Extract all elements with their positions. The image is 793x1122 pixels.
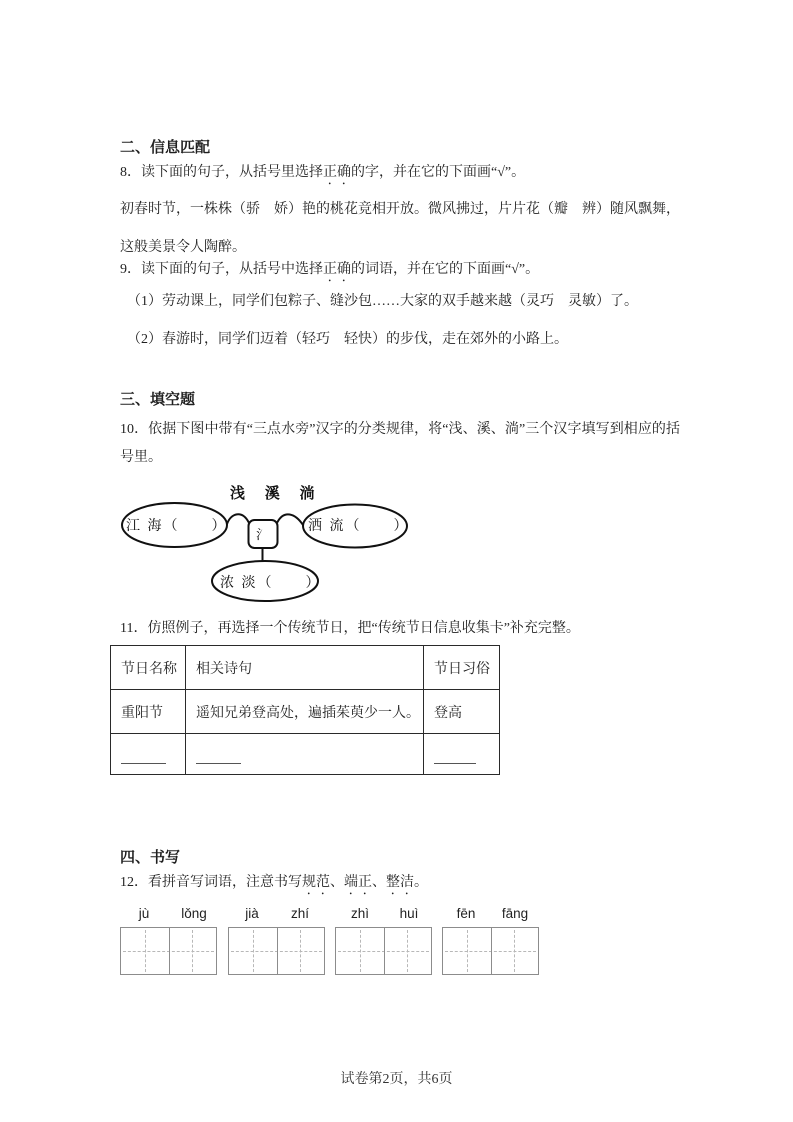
writing-grid-2[interactable] <box>228 927 325 975</box>
q8-prompt-post: 的字，并在它的下面画“√”。 <box>351 165 526 180</box>
q12-emphasized-2: 端正 <box>344 875 372 890</box>
pinyin-label-jia: jià <box>245 906 259 921</box>
q9-prompt-post: 的词语，并在它的下面画“√”。 <box>351 262 540 277</box>
section-2-heading: 二、信息匹配 <box>120 140 211 156</box>
page-footer: 试卷第2页，共6页 <box>340 1072 453 1087</box>
question-8-prompt <box>120 163 525 188</box>
section-3-heading: 三、填空题 <box>120 392 196 408</box>
question-10-prompt: 10．依据下图中带有“三点水旁”汉字的分类规律，将“浅、溪、淌”三个汉字填写到相应的括号里。 <box>120 422 680 465</box>
table-blank-custom <box>424 734 499 774</box>
grid-divider <box>384 928 385 974</box>
answer-blank[interactable] <box>121 763 166 764</box>
table-header-poem: 相关诗句 <box>186 646 424 690</box>
festival-info-table <box>110 645 500 775</box>
writing-grid-4[interactable] <box>442 927 539 975</box>
table-header-custom: 节日习俗 <box>424 646 499 690</box>
q12-emphasized-3: 整洁 <box>386 875 414 890</box>
table-cell-poem: 遥知兄弟登高处，遍插茱萸少一人。 <box>186 690 424 734</box>
grid-divider <box>491 928 492 974</box>
q8-emphasized-word: 正确 <box>323 165 351 180</box>
question-9-item-1: （1）劳动课上，同学们包粽子、缝沙包……大家的双手越来越（灵巧 灵敏）了。 <box>127 294 638 309</box>
pinyin-label-zhi2: zhí <box>290 906 310 921</box>
question-9-prompt <box>120 260 539 285</box>
writing-grid-1[interactable] <box>120 927 217 975</box>
writing-grid-3[interactable] <box>335 927 432 975</box>
q9-emphasized-word: 正确 <box>323 262 351 277</box>
q12-emphasized-1: 规范 <box>302 875 330 890</box>
answer-blank[interactable] <box>196 763 241 764</box>
question-11-prompt: 11．仿照例子，再选择一个传统节日，把“传统节日信息收集卡”补充完整。 <box>120 621 580 636</box>
answer-blank[interactable] <box>434 763 476 764</box>
q12-prompt-pre: 12．看拼音写词语，注意书写 <box>120 875 302 890</box>
q8-prompt-pre: 8．读下面的句子，从括号里选择 <box>120 165 323 180</box>
question-9-item-2: （2）春游时，同学们迈着（轻巧 轻快）的步伐，走在郊外的小路上。 <box>127 332 568 347</box>
bottom-group-label: 浓 淡（ ） <box>220 576 322 591</box>
pinyin-label-fen: fēn <box>456 906 476 921</box>
question-12-prompt <box>120 873 428 898</box>
diagram-candidate-chars: 浅 溪 淌 <box>230 486 323 502</box>
pinyin-label-long: lǒng <box>181 906 207 921</box>
grid-divider <box>277 928 278 974</box>
left-group-label: 江 海（ ） <box>126 519 228 534</box>
table-header-festival-name: 节日名称 <box>111 646 186 690</box>
right-connector-line <box>278 514 304 525</box>
table-cell-festival-name: 重阳节 <box>111 690 186 734</box>
pinyin-label-zhi4: zhì <box>350 906 370 921</box>
pinyin-label-fang: fāng <box>501 906 529 921</box>
pinyin-label-ju: jù <box>138 906 150 921</box>
table-blank-poem <box>186 734 424 774</box>
right-group-label: 洒 流（ ） <box>308 519 410 534</box>
q9-prompt-pre: 9．读下面的句子，从括号中选择 <box>120 262 323 277</box>
section-4-heading: 四、书写 <box>120 850 181 866</box>
grid-divider <box>169 928 170 974</box>
table-cell-custom: 登高 <box>424 690 499 734</box>
question-8-passage: 初春时节，一株株（骄 娇）艳的桃花竞相开放。微风拂过，片片花（瓣 辨）随风飘舞，这般美景令人陶醉。 <box>120 202 680 255</box>
water-radical-glyph: 氵 <box>255 527 270 542</box>
q12-separator-1: 、 <box>330 875 344 890</box>
pinyin-label-hui: huì <box>399 906 419 921</box>
q12-prompt-end: 。 <box>414 875 428 890</box>
table-blank-festival-name <box>111 734 186 774</box>
water-radical-diagram <box>112 477 412 609</box>
left-connector-line <box>227 514 249 524</box>
q12-separator-2: 、 <box>372 875 386 890</box>
